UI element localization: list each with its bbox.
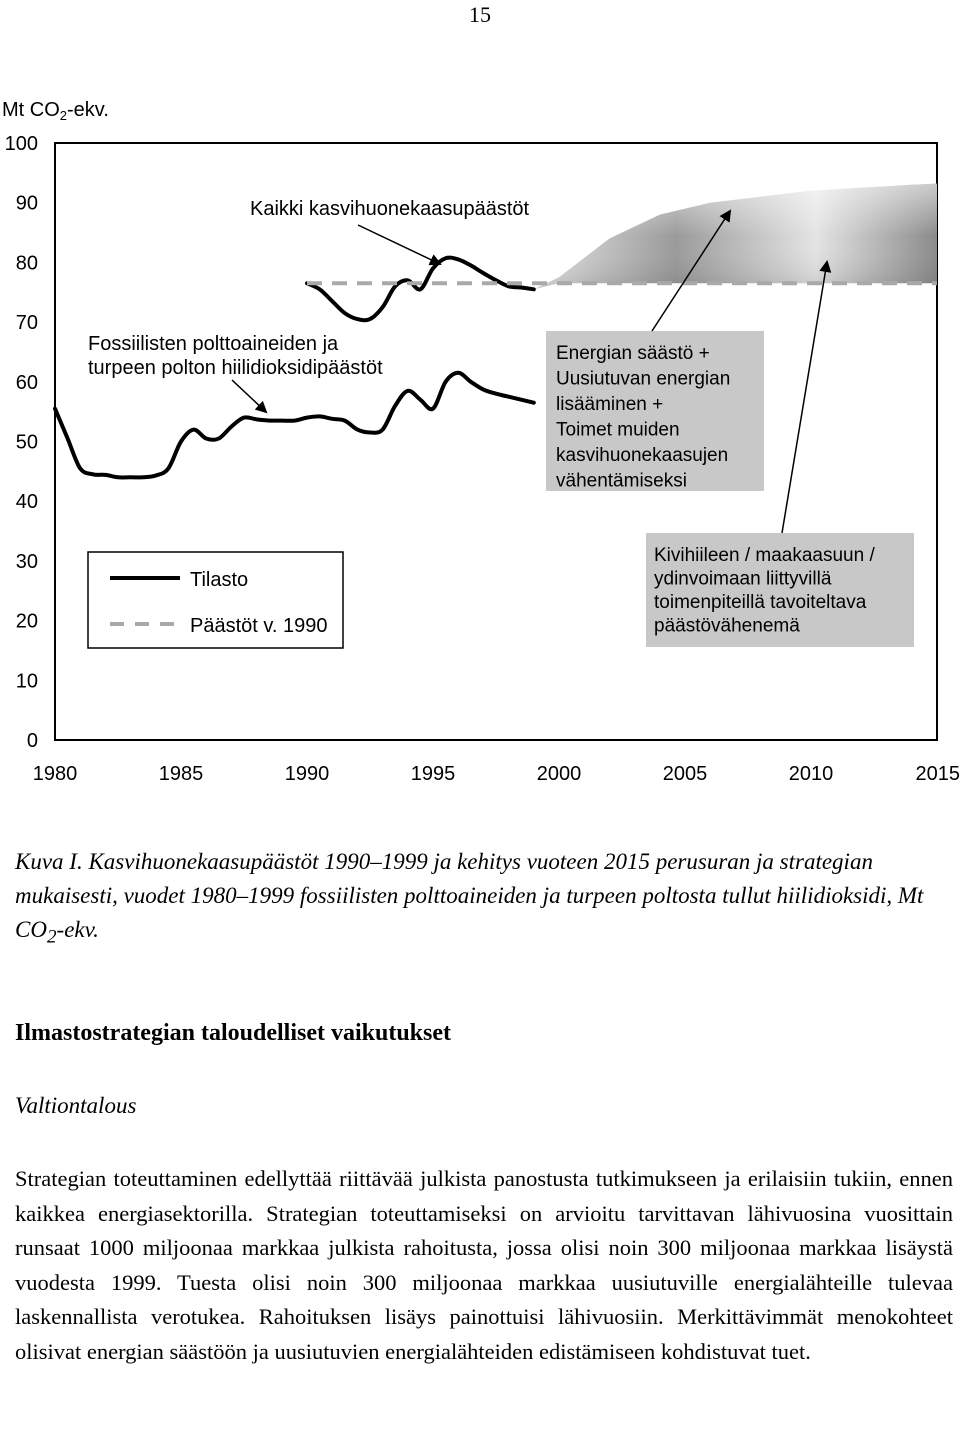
y-tick-label: 50 <box>15 431 38 454</box>
x-tick-label: 2015 <box>915 763 960 785</box>
measures_box-line: vähentämiseksi <box>556 470 687 492</box>
projection-band-shade <box>534 184 937 290</box>
arrow-fossil <box>232 380 266 412</box>
unit-label-main: Mt CO <box>2 99 60 121</box>
coal_box-line: toimenpiteillä tavoiteltava <box>654 592 867 613</box>
x-tick-label: 2010 <box>788 763 834 785</box>
measures_box-line: Energian säästö + <box>556 343 710 364</box>
coal_box-line: Kivihiileen / maakaasuun / <box>654 545 875 566</box>
x-tick-label: 1990 <box>284 763 330 785</box>
x-tick-labels <box>33 763 960 785</box>
annotation-fossil-line1: Fossiilisten polttoaineiden ja <box>88 333 339 355</box>
caption-text: Kasvihuonekaasupäästöt 1990–1999 ja kehitys vuoteen 2015 perusuran ja strategian mukaisesti, vuodet 1980–1999 fossiilisten polttoaineiden ja turpeen poltosta tullut hiilidioksidi, Mt CO <box>15 849 924 942</box>
caption-subscript: 2 <box>46 926 57 948</box>
unit-label-suffix: -ekv. <box>67 99 109 121</box>
figure-caption <box>15 845 945 955</box>
coal_box-line: ydinvoimaan liittyvillä <box>654 568 832 590</box>
series-all-emissions <box>307 258 534 321</box>
measures_box-line: Toimet muiden <box>556 419 680 441</box>
y-tick-label: 90 <box>15 192 38 215</box>
section-heading: Ilmastostrategian taloudelliset vaikutukset <box>15 1020 452 1046</box>
body-paragraph: Strategian toteuttaminen edellyttää riittävää julkista panostusta tutkimukseen ja erilaisiin tukiin, ennen kaikkea energiasektorilla. Strategian toteuttamiseksi on arvioitu tarvittavan lähivuosina vuosittain runsaat 1000 miljoonaa markkaa julkista rahoitusta, jossa olisi noin 300 miljoonaa markkaa lisäystä vuodesta 1999. Tuesta olisi noin 300 miljoonaa markkaa uusiutuville energialähteille tulevaa laskennallista verotukea. Rahoituksen lisäys painottuisi lähivuosiin. Merkittävimmät menokohteet olisivat energian säästöön ja uusiutuvien energialähteiden edistämiseen kohdistuvat tuet. <box>15 1166 953 1364</box>
measures_box-line: Uusiutuvan energian <box>556 368 731 390</box>
arrow-coal <box>782 262 827 533</box>
y-axis-unit-label <box>2 99 109 123</box>
annotation-fossil-line2: turpeen polton hiilidioksidipäästöt <box>88 357 383 379</box>
annotation-all-emissions: Kaikki kasvihuonekaasupäästöt <box>250 198 530 220</box>
legend-label-tilasto: Tilasto <box>190 569 249 591</box>
page-number: 15 <box>469 2 491 27</box>
y-tick-label: 80 <box>15 252 38 275</box>
x-tick-label: 2000 <box>536 763 582 785</box>
measures_box-line: kasvihuonekaasujen <box>556 445 729 466</box>
y-tick-label: 10 <box>15 670 38 693</box>
emissions-chart <box>0 88 960 800</box>
y-tick-labels <box>5 133 38 752</box>
unit-label-subscript: 2 <box>59 108 68 123</box>
arrow-all-emissions <box>358 225 440 264</box>
coal_box-line: päästövähenemä <box>654 615 800 637</box>
y-tick-label: 0 <box>26 730 38 752</box>
y-tick-label: 20 <box>15 610 38 633</box>
y-tick-label: 40 <box>15 491 38 514</box>
x-tick-label: 2005 <box>662 763 708 785</box>
x-tick-label: 1995 <box>410 763 456 785</box>
y-tick-label: 100 <box>4 133 38 155</box>
y-tick-label: 30 <box>15 550 38 573</box>
section-subheading: Valtiontalous <box>15 1093 137 1118</box>
x-tick-label: 1985 <box>158 763 204 785</box>
legend-label-paastot-1990: Päästöt v. 1990 <box>190 615 328 637</box>
series-fossil-co2 <box>55 373 534 478</box>
y-tick-label: 60 <box>15 371 38 394</box>
caption-label: Kuva I. <box>15 849 83 874</box>
measures_box-line: lisääminen + <box>556 394 664 415</box>
x-tick-label: 1980 <box>32 763 78 785</box>
caption-suffix: -ekv. <box>56 917 99 942</box>
y-tick-label: 70 <box>15 312 38 335</box>
